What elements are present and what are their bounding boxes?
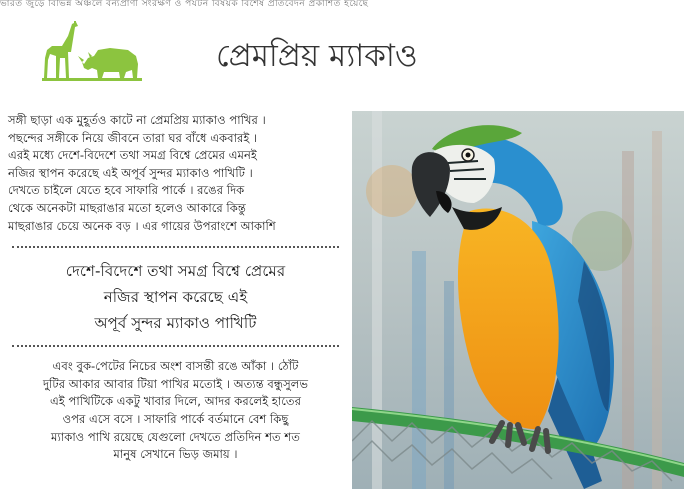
- macaw-illustration: [352, 111, 684, 489]
- top-strip: [0, 0, 693, 8]
- dotted-divider-bottom: [12, 345, 339, 347]
- bg-post: [652, 131, 662, 489]
- paragraph-line: সঙ্গী ছাড়া এক মুহূর্তও কাটে না প্রেমপ্রিয় ম্যাকাও পাখির ।: [8, 113, 266, 127]
- bg-bokeh: [366, 165, 418, 217]
- bg-post: [444, 281, 454, 489]
- pull-quote-line: নজির স্থাপন করেছে এই: [103, 288, 248, 307]
- paragraph-line: নজির স্থাপন করেছে এই অপূর্ব সুন্দর ম্যাকাও পাখিটি ।: [8, 165, 253, 180]
- paragraph-line: দুটির আকার আবার টিয়া পাখির মতোই । অত্যন্ত বন্ধুসুলভ: [42, 376, 309, 391]
- logo-ground: [42, 78, 142, 81]
- paragraph-line: পছন্দের সঙ্গীকে নিয়ে জীবনে তারা ঘর বাঁধে একবারই ।: [8, 130, 258, 145]
- paragraph-line: মাছরাঙার চেয়ে অনেক বড় । এর গায়ের উপরাংশে আকাশি: [8, 218, 276, 233]
- safari-logo: [38, 18, 148, 90]
- macaw-photo: [352, 111, 684, 489]
- headline: প্রেমপ্রিয় ম্যাকাও: [216, 38, 418, 74]
- pull-quote-line: দেশে-বিদেশে তথা সমগ্র বিশ্বে প্রেমের: [65, 262, 286, 281]
- paragraph-line: এরই মধ্যে দেশে-বিদেশে তথা সমগ্র বিশ্বে প্রেমের এমনই: [8, 148, 257, 163]
- paragraph-1: [8, 112, 343, 235]
- paragraph-line: ওপর এসে বসে । সাফারি পার্কে বর্তমানে বেশ কিছু: [62, 411, 289, 426]
- pull-quote: [8, 248, 343, 345]
- rhino-icon: [78, 48, 138, 78]
- bg-post: [622, 151, 634, 489]
- pull-quote-line: অপূর্ব সুন্দর ম্যাকাও পাখিটি: [94, 314, 257, 333]
- bg-post: [412, 251, 426, 489]
- paragraph-line: থেকে অনেকটা মাছরাঙার মতো হলেও আকারে কিন্তু: [8, 200, 246, 215]
- paragraph-line: ম্যাকাও পাখি রয়েছে যেগুলো দেখতে প্রতিদিন শত শত: [51, 429, 300, 444]
- macaw-pupil: [466, 153, 471, 158]
- paragraph-line: এবং বুক-পেটের নিচের অংশ বাসন্তী রঙে আঁকা । ঠোঁট: [52, 359, 299, 374]
- article-column: [8, 112, 343, 464]
- paragraph-line: এই পাখিটিকে একটু খাবার দিলে, আদর করলেই হাতের: [49, 394, 301, 409]
- paragraph-line: মানুষ সেখানে ভিড় জমায় ।: [113, 447, 238, 462]
- paragraph-2: [8, 358, 343, 464]
- giraffe-icon: [44, 21, 78, 78]
- paragraph-line: দেখতে চাইলে যেতে হবে সাফারি পার্কে । রঙের দিক: [8, 183, 245, 198]
- top-strip-text: ভারত জুড়ে বিভিন্ন অঞ্চলে বন্যপ্রাণী সংরক্ষণ ও পর্যটন বিষয়ক বিশেষ প্রতিবেদন প্রকাশিত হয়েছে: [0, 0, 369, 8]
